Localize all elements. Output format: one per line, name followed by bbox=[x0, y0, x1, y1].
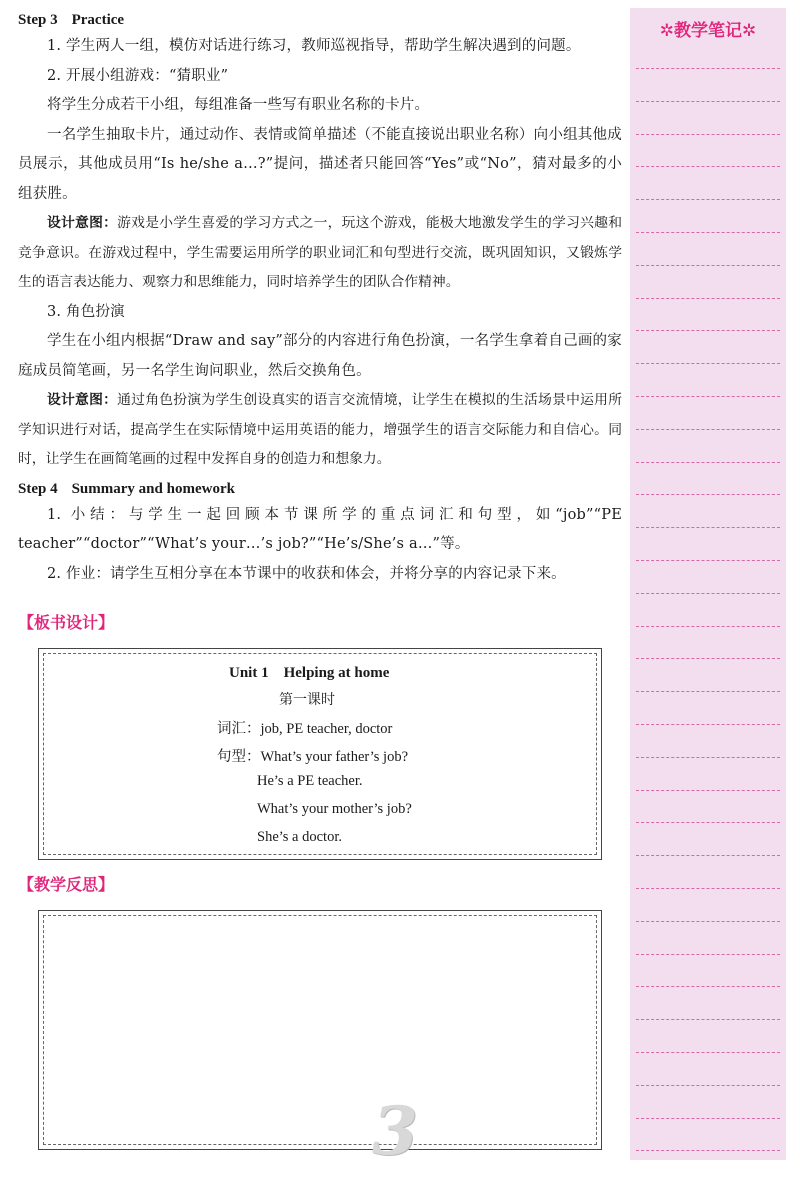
design-intent-2 bbox=[18, 386, 622, 475]
note-line bbox=[636, 429, 780, 430]
board-pattern-2: He’s a PE teacher. bbox=[257, 773, 363, 789]
board-design-frame bbox=[38, 648, 602, 860]
teaching-reflection-heading: 【教学反思】 bbox=[18, 875, 115, 894]
note-line bbox=[636, 954, 780, 955]
note-line bbox=[636, 494, 780, 495]
board-unit-title: Unit 1 Helping at home bbox=[229, 665, 390, 681]
note-line bbox=[636, 166, 780, 167]
note-line bbox=[636, 986, 780, 987]
note-line bbox=[636, 68, 780, 69]
teaching-notes-title: ✲教学笔记✲ bbox=[659, 21, 757, 41]
teaching-reflection-frame[interactable] bbox=[38, 910, 602, 1150]
step3-item2: 2. 开展小组游戏：“猜职业” bbox=[47, 67, 229, 84]
design-intent-1-text: 游戏是小学生喜爱的学习方式之一，玩这个游戏，能极大地激发学生的学习兴趣和竞争意识。在游戏过程中，学生需要运用所学的职业词汇和句型进行交流，既巩固知识，又锻炼学生的语言表达能力、观察力和思维能力，同时培养学生的团队合作精神。 bbox=[18, 215, 623, 290]
note-line bbox=[636, 1085, 780, 1086]
note-line bbox=[636, 462, 780, 463]
board-pattern-3: What’s your mother’s job? bbox=[257, 801, 412, 817]
note-line bbox=[636, 527, 780, 528]
step4-title: Summary and homework bbox=[71, 480, 235, 497]
note-line bbox=[636, 1118, 780, 1119]
note-line bbox=[636, 757, 780, 758]
design-intent-2-label: 设计意图： bbox=[47, 392, 118, 408]
note-line bbox=[636, 1150, 780, 1151]
note-line bbox=[636, 101, 780, 102]
board-design-heading: 【板书设计】 bbox=[18, 613, 115, 632]
note-line bbox=[636, 593, 780, 594]
teaching-notes-sidebar bbox=[630, 8, 786, 1160]
step3-item3-paragraph1: 学生在小组内根据“Draw and say”部分的内容进行角色扮演，一名学生拿着自己画的家庭成员简笔画，另一名学生询问职业，然后交换角色。 bbox=[18, 333, 622, 379]
note-line bbox=[636, 199, 780, 200]
note-line bbox=[636, 658, 780, 659]
page-number: 3 bbox=[372, 1092, 418, 1170]
board-pattern-4: She’s a doctor. bbox=[257, 829, 342, 845]
note-line bbox=[636, 1019, 780, 1020]
step3-title: Practice bbox=[71, 12, 125, 28]
step3-heading bbox=[18, 8, 622, 32]
design-intent-1-label: 设计意图： bbox=[47, 215, 118, 231]
board-lesson: 第一课时 bbox=[279, 692, 335, 708]
step4-item1: 1. 小结：与学生一起回顾本节课所学的重点词汇和句型，如“job”“PE teacher”“doctor”“What’s your…’s job?”“He’s/She’s a…”等。 bbox=[18, 506, 622, 552]
board-vocabulary: 词汇：job, PE teacher, doctor bbox=[217, 721, 393, 737]
step3-item1: 1. 学生两人一组，模仿对话进行练习，教师巡视指导，帮助学生解决遇到的问题。 bbox=[47, 38, 581, 54]
main-content bbox=[18, 8, 622, 589]
step3-item2-paragraph2: 一名学生抽取卡片，通过动作、表情或简单描述（不能直接说出职业名称）向小组其他成员展示，其他成员用“Is he/she a…?”提问，描述者只能回答“Yes”或“No”，猜对最多的小组获胜。 bbox=[18, 126, 622, 202]
step3-item2-paragraph1: 将学生分成若干小组，每组准备一些写有职业名称的卡片。 bbox=[47, 97, 430, 113]
step4-item2: 2. 作业：请学生互相分享在本节课中的收获和体会，并将分享的内容记录下来。 bbox=[47, 565, 566, 582]
note-line bbox=[636, 1052, 780, 1053]
note-line bbox=[636, 134, 780, 135]
note-line bbox=[636, 855, 780, 856]
note-line bbox=[636, 265, 780, 266]
note-line bbox=[636, 626, 780, 627]
note-line bbox=[636, 330, 780, 331]
note-line bbox=[636, 396, 780, 397]
note-line bbox=[636, 691, 780, 692]
step4-number: Step 4 bbox=[18, 480, 58, 497]
note-line bbox=[636, 888, 780, 889]
note-line bbox=[636, 790, 780, 791]
note-line bbox=[636, 232, 780, 233]
note-line bbox=[636, 560, 780, 561]
note-line bbox=[636, 921, 780, 922]
note-line bbox=[636, 822, 780, 823]
step4-heading bbox=[18, 477, 622, 501]
note-line bbox=[636, 298, 780, 299]
step3-number: Step 3 bbox=[18, 12, 58, 28]
board-pattern-1: 句型：What’s your father’s job? bbox=[217, 749, 409, 765]
step3-item3: 3. 角色扮演 bbox=[47, 303, 125, 320]
note-line bbox=[636, 724, 780, 725]
note-line bbox=[636, 363, 780, 364]
design-intent-1 bbox=[18, 209, 622, 298]
design-intent-2-text: 通过角色扮演为学生创设真实的语言交流情境，让学生在模拟的生活场景中运用所学知识进行对话，提高学生在实际情境中运用英语的能力，增强学生的语言交际能力和自信心。同时，让学生在画简笔画的过程中发挥自身的创造力和想象力。 bbox=[18, 392, 623, 467]
